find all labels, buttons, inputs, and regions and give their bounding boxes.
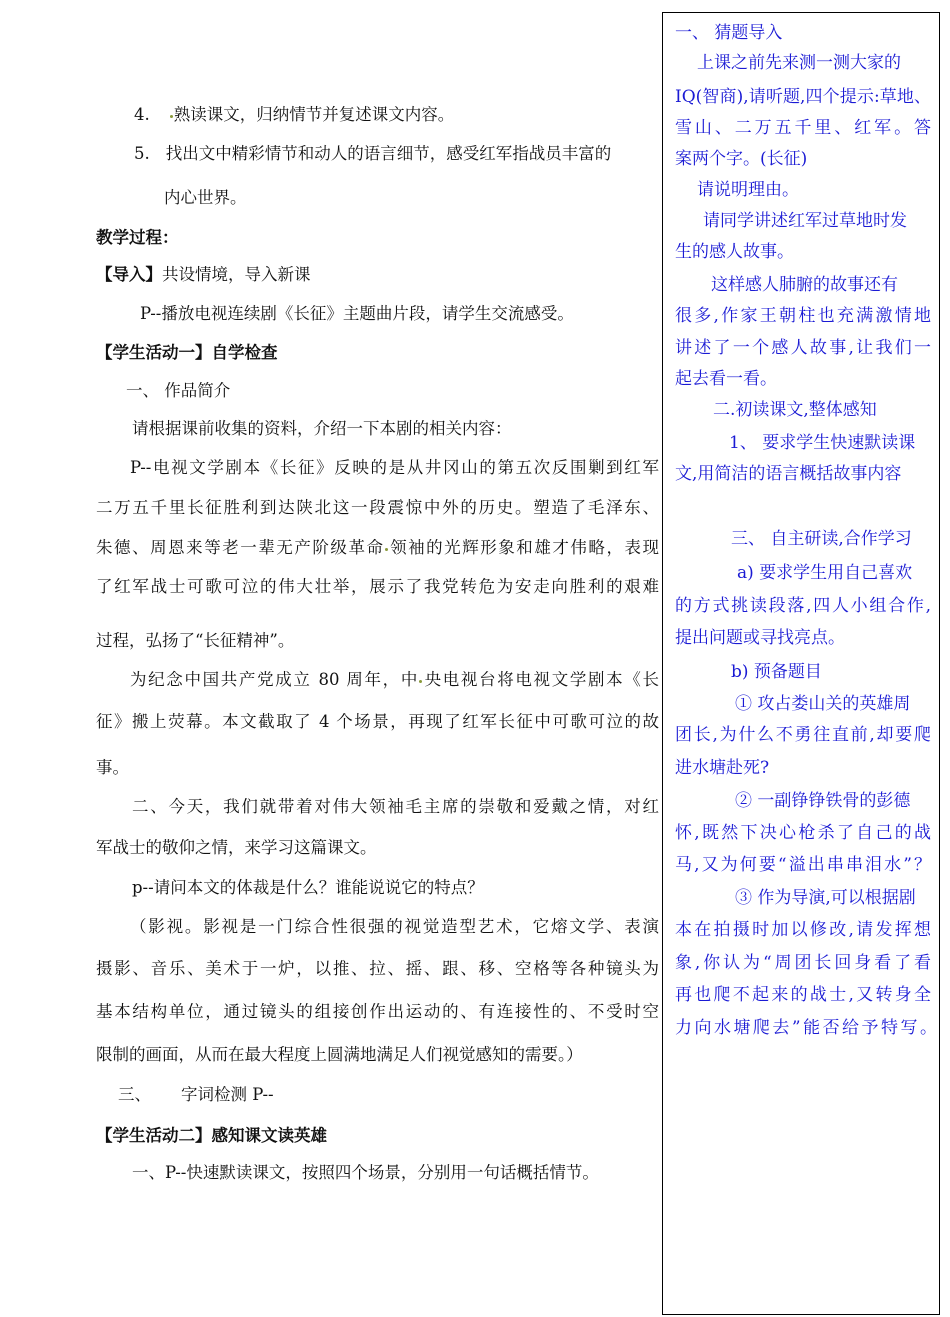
note-line: 本在拍摄时加以修改,请发挥想 (675, 920, 931, 940)
note-line: 起去看一看。 (675, 369, 777, 389)
process-heading: 教学过程： (96, 228, 179, 247)
paragraph-1-line-4: 了红军战士可歌可泣的伟大壮举，展示了我党转危为安走向胜利的艰难 (96, 577, 659, 596)
note-line: 雪山、二万五千里、红军。答 (675, 118, 931, 138)
objective-4: 4. 熟读课文，归纳情节并复述课文内容。 (134, 105, 455, 124)
paragraph-5-line-1: （影视。影视是一门综合性很强的视觉造型艺术，它熔文学、表演 (130, 917, 659, 936)
note-question-1: ① 攻占娄山关的英雄周 (735, 694, 911, 714)
note-line: 再也爬不起来的战士,又转身全 (675, 985, 931, 1005)
paragraph-2-line-2: 征》搬上荧幕。本文截取了 4 个场景，再现了红军长征中可歌可泣的故 (96, 712, 659, 731)
note-line: 文,用简洁的语言概括故事内容 (675, 464, 902, 484)
note-line: 这样感人肺腑的故事还有 (711, 275, 898, 295)
paragraph-1-line-2: 二万五千里长征胜利到达陕北这一段震惊中外的历史。塑造了毛泽东、 (96, 498, 659, 517)
note-line: 怀,既然下决心枪杀了自己的战 (675, 823, 931, 843)
paragraph-1-line-1: P--电视文学剧本《长征》反映的是从井冈山的第五次反围剿到红军 (130, 458, 659, 477)
note-line: 提出问题或寻找亮点。 (675, 628, 845, 648)
note-line: 象,你认为“周团长回身看了看 (675, 953, 931, 973)
note-question-2: ② 一副铮铮铁骨的彭德 (735, 791, 911, 811)
note-line: 团长,为什么不勇往直前,却要爬 (675, 725, 931, 745)
paragraph-5-line-2: 摄影、音乐、美术于一炉，以推、拉、摇、跟、移、空格等各种镜头为 (96, 959, 659, 978)
mark-dot (385, 548, 388, 551)
note-line: 请同学讲述红军过草地时发 (703, 211, 907, 231)
mark-dot (419, 680, 422, 683)
paragraph-2-line-1: 为纪念中国共产党成立 80 周年，中 央电视台将电视文学剧本《长 (130, 670, 659, 689)
paragraph-1-line-3: 朱德、周恩来等老一辈无产阶级革命 领袖的光辉形象和雄才伟略，表现 (96, 538, 660, 557)
paragraph-5-line-4: 限制的画面，从而在最大程度上圆满地满足人们视觉感知的需要。） (96, 1045, 583, 1064)
intro-line: 【导入】共设情境，导入新课 (96, 265, 311, 284)
note-line: 力向水塘爬去”能否给予特写。 (675, 1018, 937, 1038)
note-line: a) 要求学生用自己喜欢 (737, 563, 913, 583)
objective-5: 5. 找出文中精彩情节和动人的语言细节，感受红军指战员丰富的 (134, 144, 612, 163)
section-1-prompt: 请根据课前收集的资料，介绍一下本剧的相关内容： (132, 419, 512, 438)
paragraph-1-line-5: 过程，弘扬了“长征精神”。 (96, 631, 295, 650)
question-line: p--请问本文的体裁是什么？谁能说说它的特点？ (132, 878, 484, 897)
note-line: IQ(智商),请听题,四个提示:草地、 (675, 87, 931, 107)
note-line: 讲述了一个感人故事,让我们一 (675, 338, 931, 358)
paragraph-3-line-2: 军战士的敬仰之情，来学习这篇课文。 (96, 838, 377, 857)
note-heading-1: 一、 猜题导入 (675, 23, 783, 43)
note-question-3: ③ 作为导演,可以根据剧 (735, 888, 916, 908)
note-line: b) 预备题目 (731, 662, 822, 682)
note-line: 1、 要求学生快速默读课 (729, 433, 916, 453)
paragraph-5-line-3: 基本结构单位，通过镜头的组接创作出运动的、有连接性的、不受时空 (96, 1002, 659, 1021)
teacher-notes-box (662, 12, 940, 1315)
section-3-line: 三、 字词检测 P-- (118, 1085, 274, 1104)
paragraph-2-line-3: 事。 (96, 758, 129, 777)
section-1-title: 一、 作品简介 (126, 381, 231, 400)
note-line: 上课之前先来测一测大家的 (697, 53, 901, 73)
note-line: 案两个字。(长征) (675, 149, 808, 169)
activity-2-paragraph: 一、P--快速默读课文，按照四个场景，分别用一句话概括情节。 (132, 1163, 599, 1182)
activity-1-heading: 【学生活动一】自学检查 (96, 343, 278, 362)
note-line: 的方式挑读段落,四人小组合作, (675, 596, 931, 616)
note-heading-2: 二.初读课文,整体感知 (713, 400, 877, 420)
paragraph-3-line-1: 二、今天，我们就带着对伟大领袖毛主席的崇敬和爱戴之情，对红 (132, 797, 659, 816)
activity-2-heading: 【学生活动二】感知课文读英雄 (96, 1126, 327, 1145)
objective-5-cont: 内心世界。 (164, 188, 247, 207)
note-line: 马,又为何要“溢出串串泪水”？ (675, 855, 931, 875)
note-line: 进水塘赴死? (675, 758, 770, 778)
note-heading-3: 三、 自主研读,合作学习 (731, 529, 912, 549)
mark-dot (170, 115, 173, 118)
note-line: 请说明理由。 (697, 180, 799, 200)
intro-paragraph: P--播放电视连续剧《长征》主题曲片段，请学生交流感受。 (140, 304, 574, 323)
note-line: 生的感人故事。 (675, 242, 794, 262)
note-line: 很多,作家王朝柱也充满激情地 (675, 306, 931, 326)
